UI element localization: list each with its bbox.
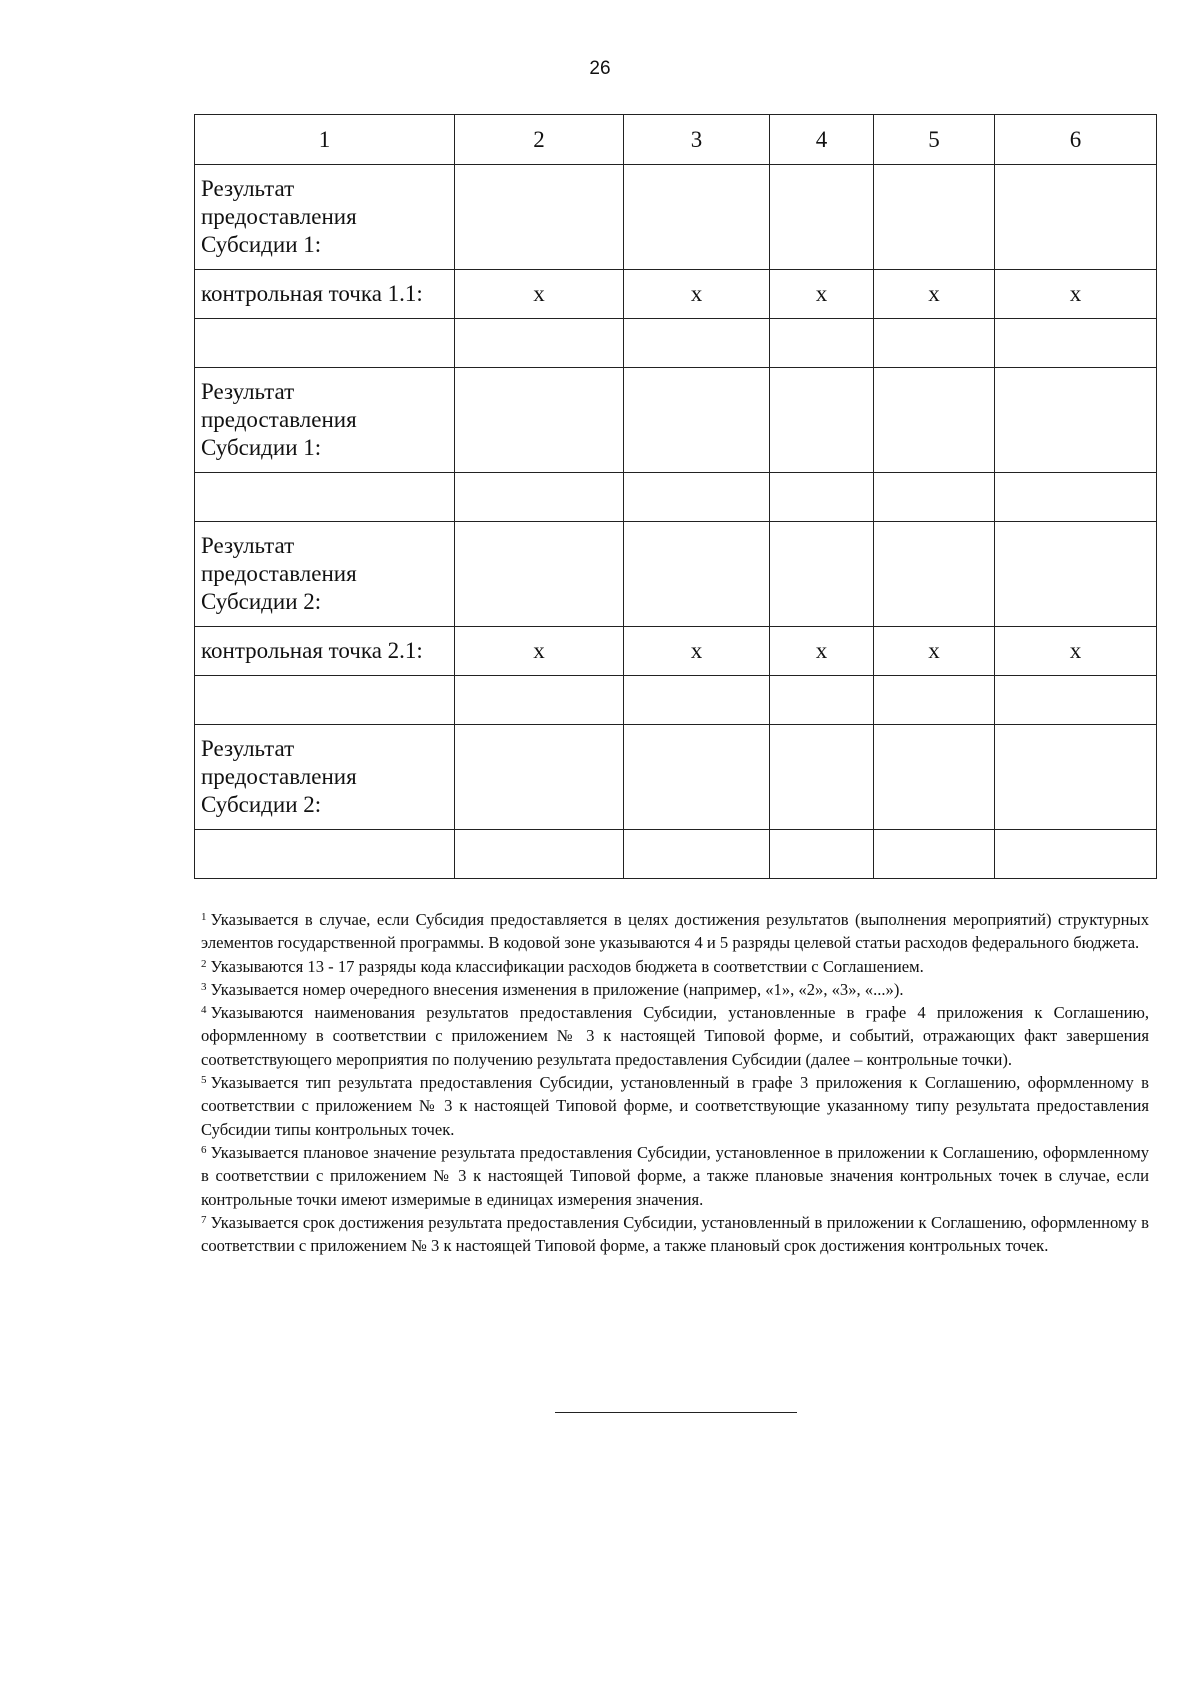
table-cell: [455, 725, 624, 830]
footnote: [201, 1141, 1149, 1211]
footnote-text: Указывается срок достижения результата предоставления Субсидии, установленный в приложении к Соглашению, оформленному в соответствии с приложением № 3 к настоящей Типовой форме, а также плановый срок достижения контрольных точек.: [201, 1212, 1149, 1256]
footnote-number: 2: [201, 957, 207, 970]
table-cell: [770, 522, 874, 627]
result-label-cell: [195, 725, 455, 830]
table-cell: [770, 725, 874, 830]
result-label-line: предоставления: [201, 204, 357, 229]
table-cell: [624, 725, 770, 830]
column-header: 1: [195, 115, 455, 165]
column-header: 3: [624, 115, 770, 165]
result-label-cell: [195, 522, 455, 627]
table-cell: [770, 830, 874, 879]
table-cell: [624, 676, 770, 725]
footnote: [201, 1071, 1149, 1141]
footnote-text: Указывается номер очередного внесения изменения в приложение (например, «1», «2», «3», «...»).: [210, 979, 904, 999]
footnotes: [201, 908, 1149, 1257]
column-header: 4: [770, 115, 874, 165]
footnote: [201, 908, 1149, 955]
table-cell: [770, 368, 874, 473]
table-cell: [770, 676, 874, 725]
results-table: [194, 114, 1157, 879]
table-cell: x: [770, 270, 874, 319]
footnote-number: 1: [201, 911, 207, 923]
table-cell: x: [995, 270, 1157, 319]
table-cell: [995, 830, 1157, 879]
footnote-text: Указываются наименования результатов предоставления Субсидии, установленные в графе 4 приложения к Соглашению, оформленному в соответствии с приложением № 3 к настоящей Типовой форме, и событий, отражающих факт завершения соответствующего мероприятия по получению результата предоставления Субсидии (далее – контрольные точки).: [201, 1003, 1149, 1069]
table-cell: [995, 473, 1157, 522]
table-cell: [995, 725, 1157, 830]
result-label-line: Субсидии 1:: [201, 435, 322, 460]
table-cell: [195, 676, 455, 725]
footnote-number: 7: [201, 1213, 207, 1226]
table-row: [195, 830, 1157, 879]
table-cell: [455, 368, 624, 473]
table-cell: [455, 473, 624, 522]
table-cell: [874, 165, 995, 270]
table-cell: [874, 725, 995, 830]
table-cell: [995, 522, 1157, 627]
result-label-cell: [195, 165, 455, 270]
footnote: [201, 978, 1149, 1001]
result-label-line: предоставления: [201, 407, 357, 432]
table-cell: [455, 319, 624, 368]
table-cell: [770, 319, 874, 368]
table-cell: [770, 473, 874, 522]
table-cell: x: [455, 270, 624, 319]
result-label-line: предоставления: [201, 764, 357, 789]
table-cell: x: [995, 627, 1157, 676]
footnote-number: 3: [201, 980, 207, 993]
table-cell: x: [770, 627, 874, 676]
table-cell: [874, 319, 995, 368]
table-cell: [995, 676, 1157, 725]
table-cell: x: [455, 627, 624, 676]
column-header: 2: [455, 115, 624, 165]
table-cell: [455, 676, 624, 725]
table-row: [195, 319, 1157, 368]
table-cell: [455, 165, 624, 270]
control-point-label: контрольная точка 2.1:: [195, 627, 455, 676]
footnote-number: 5: [201, 1074, 207, 1087]
table-header-row: [195, 115, 1157, 165]
table-cell: [455, 830, 624, 879]
table-cell: [624, 165, 770, 270]
result-label-line: Субсидии 2:: [201, 589, 322, 614]
column-header: 5: [874, 115, 995, 165]
footnote: [201, 1001, 1149, 1071]
table-cell: [874, 473, 995, 522]
table-cell: [195, 830, 455, 879]
result-label-line: Результат: [201, 176, 295, 201]
table-row: [195, 473, 1157, 522]
table-cell: x: [624, 270, 770, 319]
table-row: [195, 676, 1157, 725]
result-label-line: Результат: [201, 736, 295, 761]
result-label-line: Субсидии 2:: [201, 792, 322, 817]
footnote-text: Указывается плановое значение результата предоставления Субсидии, установленное в приложении к Соглашению, оформленному в соответствии с приложением № 3 к настоящей Типовой форме, а также плановые значения контрольных точек в случае, если контрольные точки имеют измеримые в единицах измерения значения.: [201, 1142, 1149, 1209]
footnote-text: Указывается тип результата предоставления Субсидии, установленный в графе 3 приложения к Соглашению, оформленному в соответствии с приложением № 3 к настоящей Типовой форме, и соответствующие указанному типу результата предоставления Субсидии типы контрольных точек.: [201, 1073, 1149, 1139]
footnote-text: Указывается в случае, если Субсидия предоставляется в целях достижения результатов (выполнения мероприятий) структурных элементов государственной программы. В кодовой зоне указываются 4 и 5 разряды целевой статьи расходов федерального бюджета.: [201, 910, 1149, 953]
result-label-line: Результат: [201, 379, 295, 404]
column-header: 6: [995, 115, 1157, 165]
table-row: [195, 270, 1157, 319]
footnote: [201, 955, 1149, 978]
footnote-text: Указываются 13 - 17 разряды кода классификации расходов бюджета в соответствии с Соглашением.: [210, 956, 924, 976]
table-cell: [624, 368, 770, 473]
table-cell: [995, 319, 1157, 368]
footnote-number: 4: [201, 1004, 207, 1017]
table-cell: [195, 319, 455, 368]
table-cell: [770, 165, 874, 270]
table-cell: x: [874, 270, 995, 319]
table-cell: [195, 473, 455, 522]
table-cell: [624, 319, 770, 368]
table-cell: [624, 473, 770, 522]
table-cell: [455, 522, 624, 627]
table-cell: [995, 165, 1157, 270]
table-cell: [874, 368, 995, 473]
result-label-line: Результат: [201, 533, 295, 558]
result-label-line: Субсидии 1:: [201, 232, 322, 257]
table-cell: [874, 830, 995, 879]
table-cell: x: [624, 627, 770, 676]
footnote: [201, 1211, 1149, 1258]
result-label-line: предоставления: [201, 561, 357, 586]
result-label-cell: [195, 368, 455, 473]
table-row: [195, 522, 1157, 627]
end-divider: [555, 1412, 797, 1413]
footnote-number: 6: [201, 1143, 207, 1156]
table-cell: [874, 676, 995, 725]
table-cell: [624, 830, 770, 879]
table-cell: [624, 522, 770, 627]
table-cell: [874, 522, 995, 627]
table-row: [195, 368, 1157, 473]
control-point-label: контрольная точка 1.1:: [195, 270, 455, 319]
page-number: 26: [589, 58, 611, 79]
table-cell: x: [874, 627, 995, 676]
table-cell: [995, 368, 1157, 473]
table-row: [195, 627, 1157, 676]
table-row: [195, 165, 1157, 270]
table-row: [195, 725, 1157, 830]
